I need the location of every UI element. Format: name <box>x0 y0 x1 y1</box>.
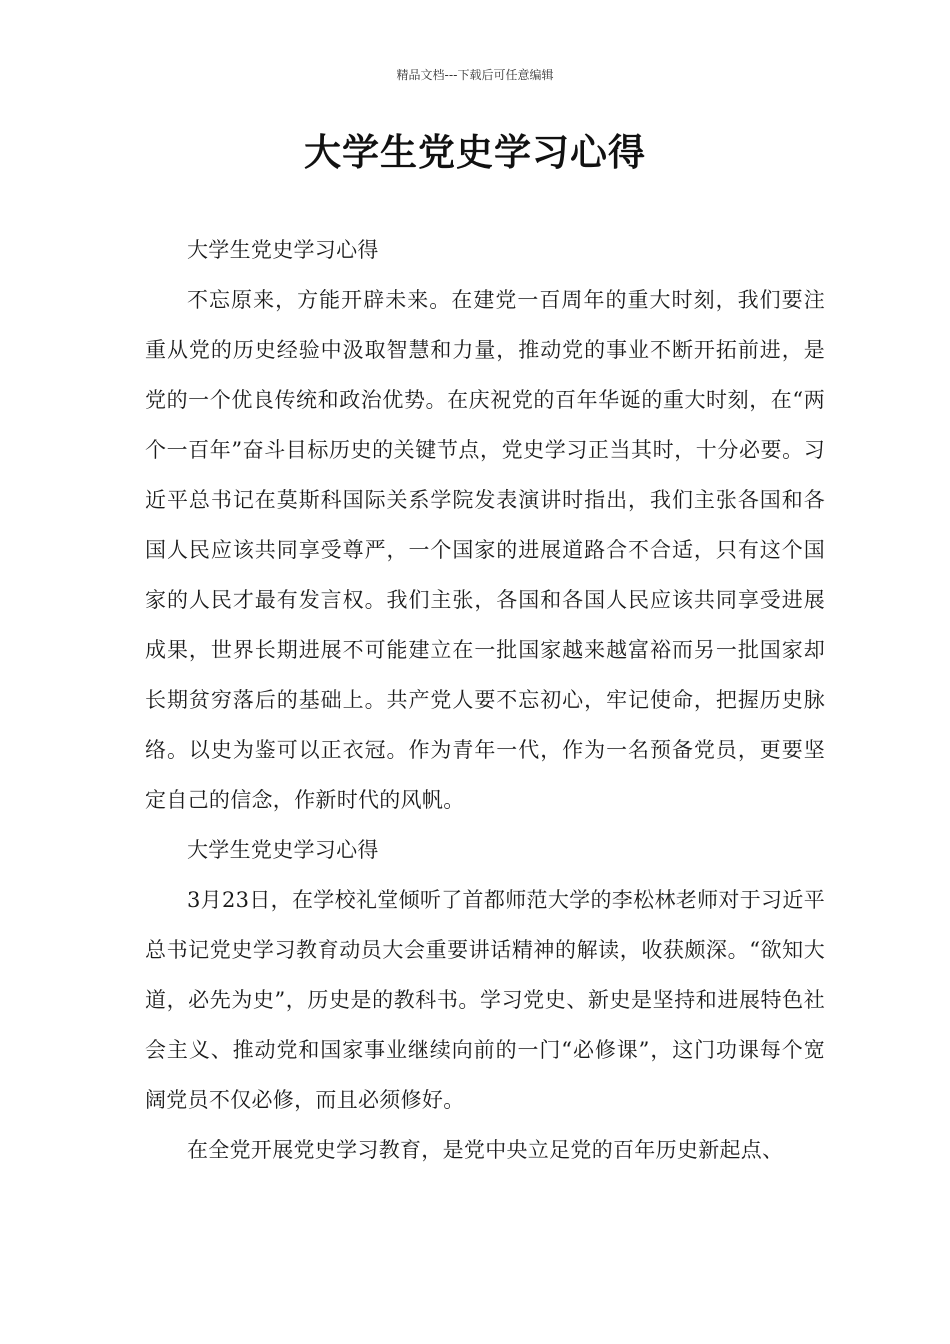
document-body <box>145 225 825 1175</box>
document-title: 大学生党史学习心得 <box>304 130 646 174</box>
page-header: 精品文档---下载后可任意编辑 <box>396 68 554 82</box>
body-paragraph: 不忘原来，方能开辟未来。在建党一百周年的重大时刻，我们要注重从党的历史经验中汲取智慧和力量，推动党的事业不断开拓前进，是党的一个优良传统和政治优势。在庆祝党的百年华诞的重大时刻，在“两个一百年”奋斗目标历史的关键节点，党史学习正当其时，十分必要。习近平总书记在莫斯科国际关系学院发表演讲时指出，我们主张各国和各国人民应该共同享受尊严，一个国家的进展道路合不合适，只有这个国家的人民才最有发言权。我们主张，各国和各国人民应该共同享受进展成果，世界长期进展不可能建立在一批国家越来越富裕而另一批国家却长期贫穷落后的基础上。共产党人要不忘初心，牢记使命，把握历史脉络。以史为鉴可以正衣冠。作为青年一代，作为一名预备党员，更要坚定自己的信念，作新时代的风帆。 <box>145 288 825 812</box>
body-paragraph: 3月23日，在学校礼堂倾听了首都师范大学的李松林老师对于习近平总书记党史学习教育动员大会重要讲话精神的解读，收获颇深。“欲知大道，必先为史”，历史是的教科书。学习党史、新史是坚持和进展特色社会主义、推动党和国家事业继续向前的一门“必修课”，这门功课每个宽阔党员不仅必修，而且必须修好。 <box>145 888 825 1112</box>
section-heading: 大学生党史学习心得 <box>187 238 379 262</box>
body-paragraph: 在全党开展党史学习教育，是党中央立足党的百年历史新起点、 <box>187 1138 784 1162</box>
section-heading: 大学生党史学习心得 <box>187 838 379 862</box>
